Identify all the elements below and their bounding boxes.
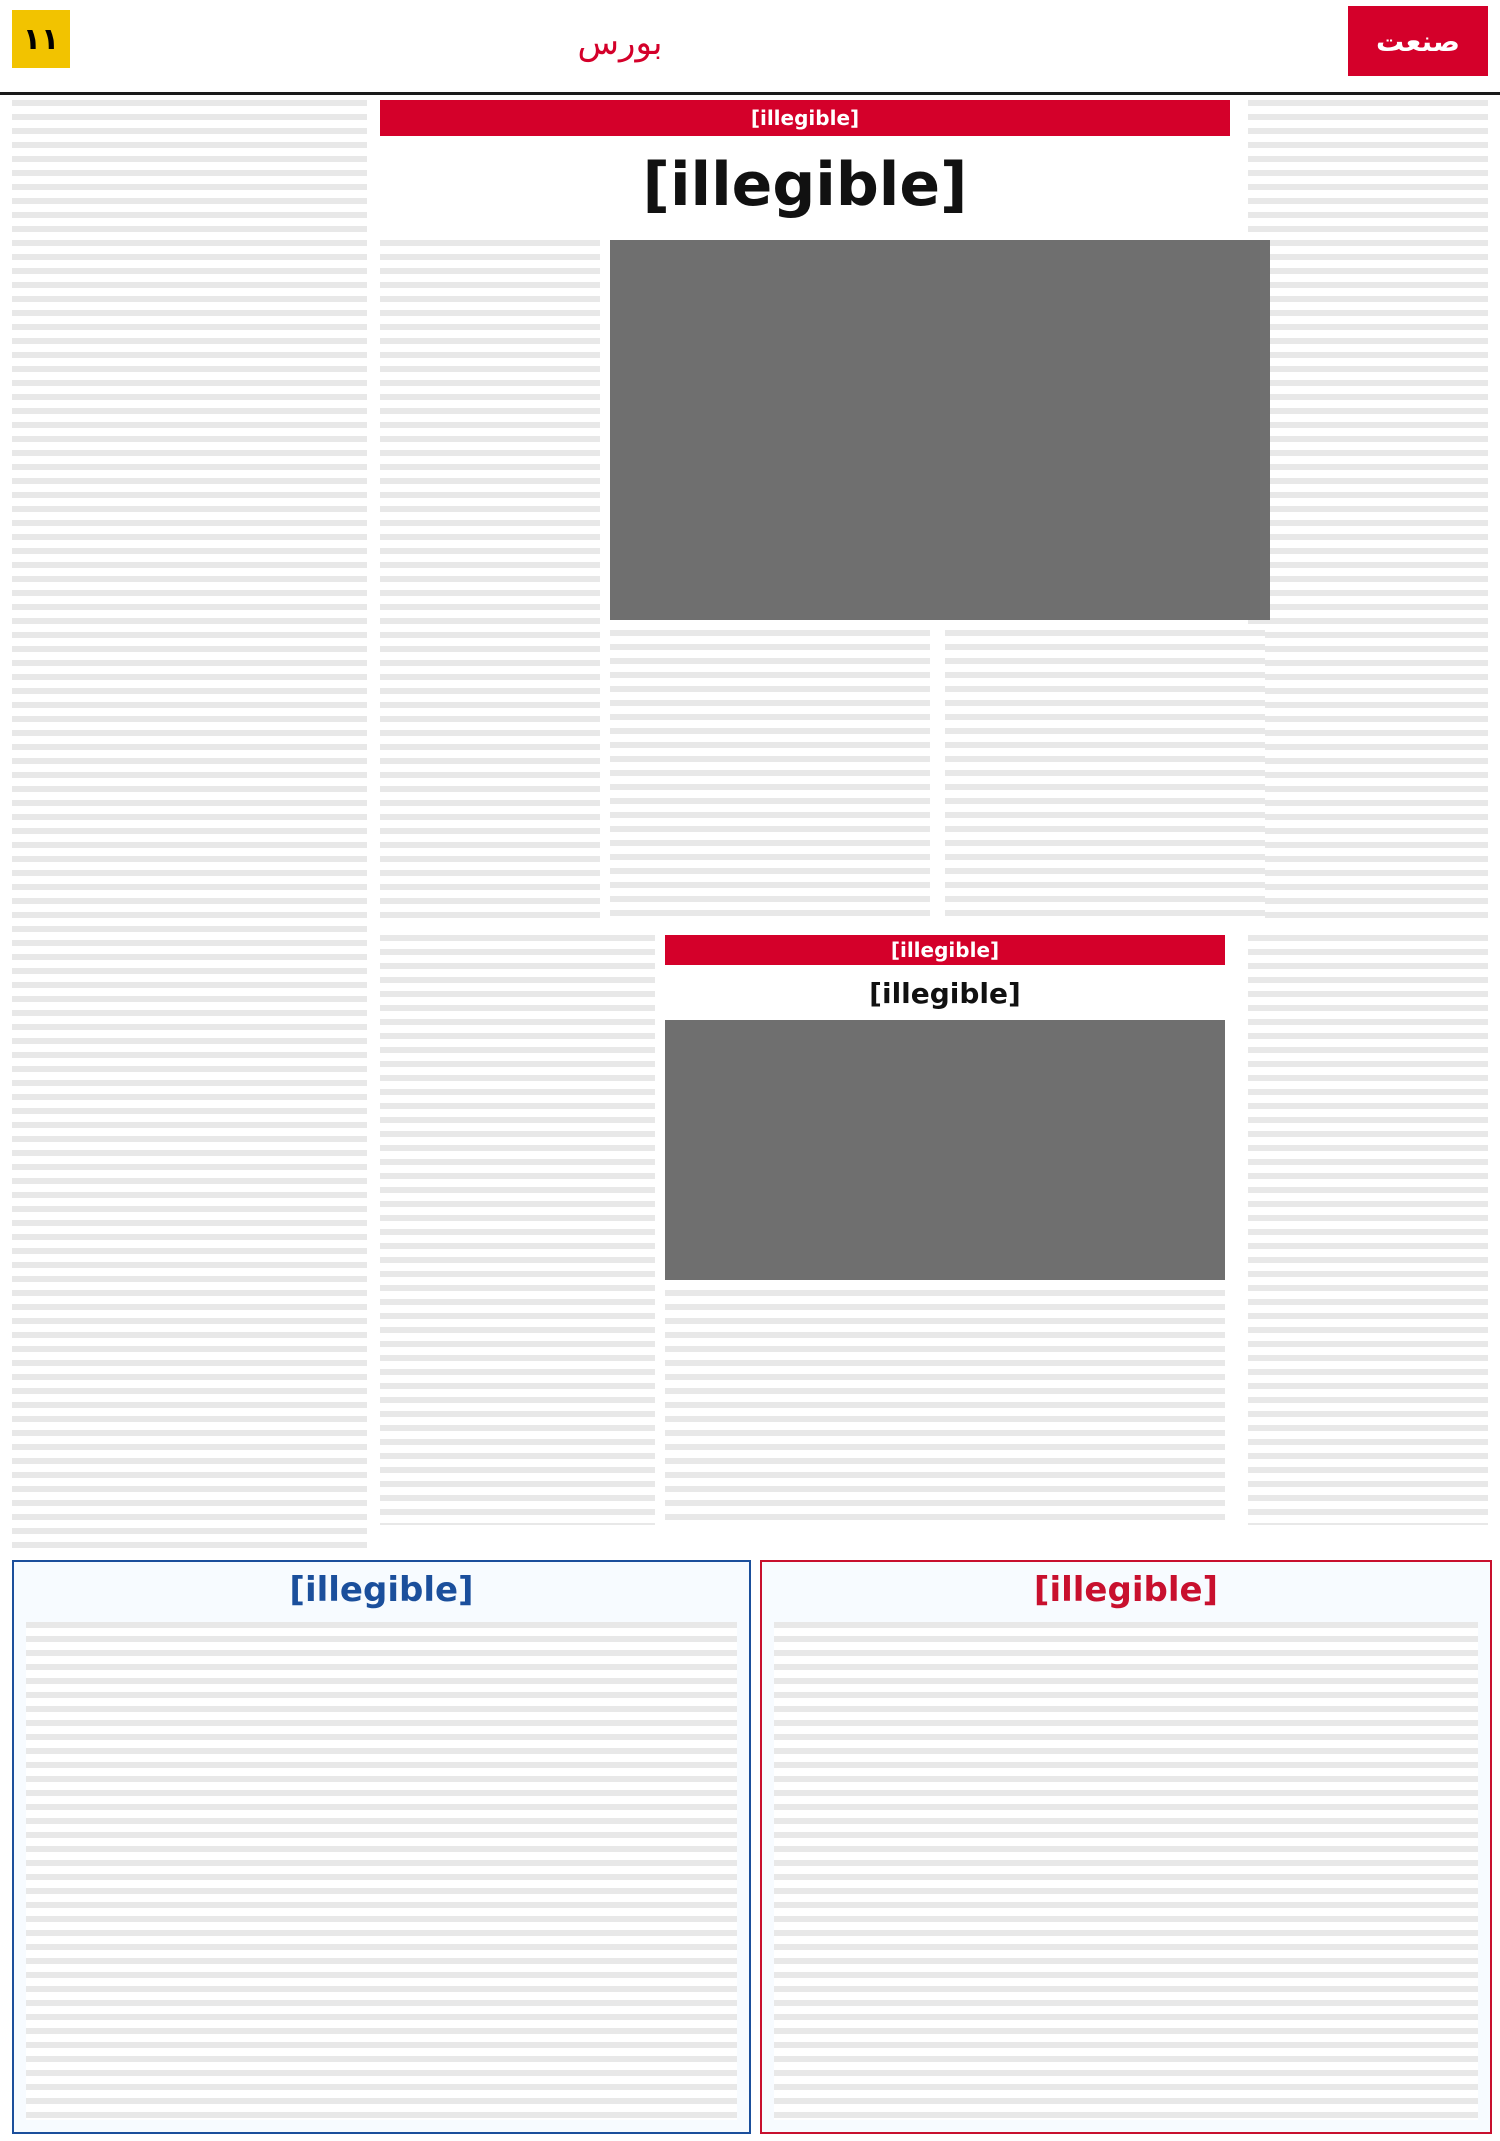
page-number: ۱۱ bbox=[12, 10, 70, 68]
main-story-column-2 bbox=[610, 630, 930, 920]
section-title: بورس bbox=[577, 23, 663, 63]
secondary-story-body-left bbox=[380, 935, 655, 1525]
auction-ad-body bbox=[26, 1622, 737, 2120]
newspaper-logo: صنعت bbox=[1348, 6, 1488, 76]
auction-ad-title: [illegible] bbox=[289, 1570, 474, 1610]
secondary-story-body-lower bbox=[665, 1290, 1225, 1525]
left-column-briefs bbox=[12, 100, 367, 1550]
main-story-column-1 bbox=[380, 240, 600, 920]
secondary-story-headline: [illegible] bbox=[869, 976, 1021, 1010]
secondary-story-kicker: [illegible] bbox=[665, 935, 1225, 965]
main-story-column-3 bbox=[945, 630, 1265, 920]
tender-advertisement bbox=[760, 1560, 1492, 2134]
main-story-photo bbox=[610, 240, 1270, 620]
secondary-story-photo bbox=[665, 1020, 1225, 1280]
masthead bbox=[0, 0, 1500, 95]
right-column bbox=[1248, 100, 1488, 920]
tender-ad-body bbox=[774, 1622, 1478, 2120]
auction-advertisement bbox=[12, 1560, 751, 2134]
main-story-kicker: [illegible] bbox=[380, 100, 1230, 136]
main-story-headline: [illegible] bbox=[642, 150, 968, 220]
secondary-story-body-right bbox=[1248, 935, 1488, 1525]
tender-ad-title: [illegible] bbox=[1033, 1570, 1219, 1610]
